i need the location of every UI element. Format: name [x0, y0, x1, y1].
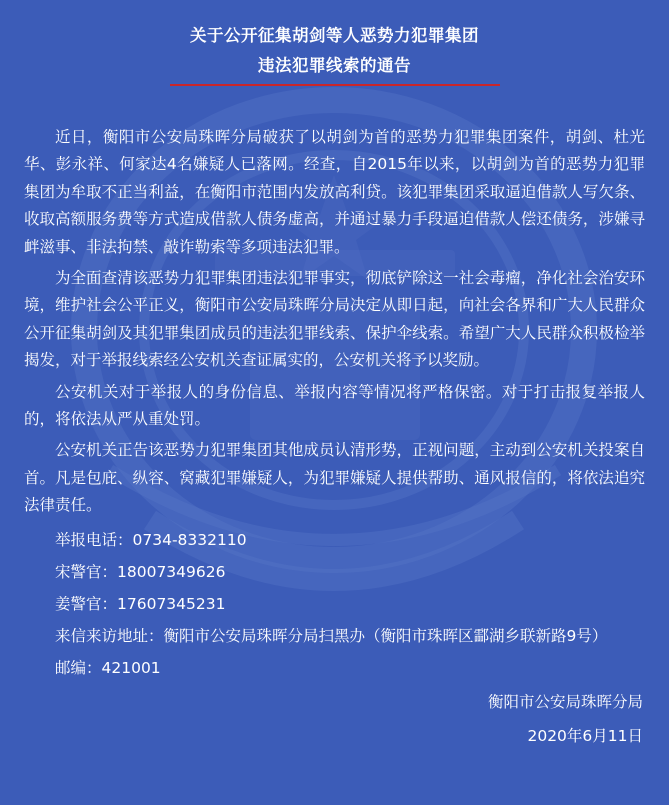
title-underline	[170, 84, 500, 86]
notice-title-line1: 关于公开征集胡剑等人恶势力犯罪集团	[190, 26, 479, 45]
contact-postcode: 邮编：421001	[55, 658, 161, 677]
signature-issuer: 衡阳市公安局珠晖分局	[487, 692, 643, 711]
notice-paragraph: 为全面查清该恶势力犯罪集团违法犯罪事实，彻底铲除这一社会毒瘤，净化社会治安环境，维护社会公平正义，衡阳市公安局珠晖分局决定从即日起，向社会各界和广大人民群众公开征集胡剑及其犯罪集团成员的违法犯罪线索、保护伞线索。希望广大人民群众积极检举揭发，对于举报线索经公安机关查证属实的，公安机关将予以奖励。	[24, 269, 645, 370]
contact-hotline: 举报电话：0734-8332110	[55, 530, 247, 549]
contact-officer-jiang: 姜警官：17607345231	[55, 594, 226, 613]
contact-address: 来信来访地址：衡阳市公安局珠晖分局扫黑办（衡阳市珠晖区酃湖乡联新路9号）	[55, 626, 608, 645]
contact-officer-song: 宋警官：18007349626	[55, 562, 226, 581]
notice-body	[24, 124, 645, 752]
notice-paragraph: 公安机关正告该恶势力犯罪集团其他成员认清形势，正视问题，主动到公安机关投案自首。凡是包庇、纵容、窝藏犯罪嫌疑人，为犯罪嫌疑人提供帮助、通风报信的，将依法追究法律责任。	[24, 441, 645, 515]
notice-paragraph: 公安机关对于举报人的身份信息、举报内容等情况将严格保密。对于打击报复举报人的，将依法从严从重处罚。	[24, 382, 645, 429]
notice-paragraph: 近日，衡阳市公安局珠晖分局破获了以胡剑为首的恶势力犯罪集团案件，胡剑、杜光华、彭永祥、何家达4名嫌疑人已落网。经查，自2015年以来，以胡剑为首的恶势力犯罪集团为牟取不正当利益，在衡阳市范围内发放高利贷。该犯罪集团采取逼迫借款人写欠条、收取高额服务费等方式造成借款人债务虚高，并通过暴力手段逼迫借款人偿还债务，涉嫌寻衅滋事、非法拘禁、敲诈勒索等多项违法犯罪。	[24, 128, 645, 256]
signature-date: 2020年6月11日	[527, 726, 643, 745]
notice-title-line2: 违法犯罪线索的通告	[258, 56, 411, 75]
